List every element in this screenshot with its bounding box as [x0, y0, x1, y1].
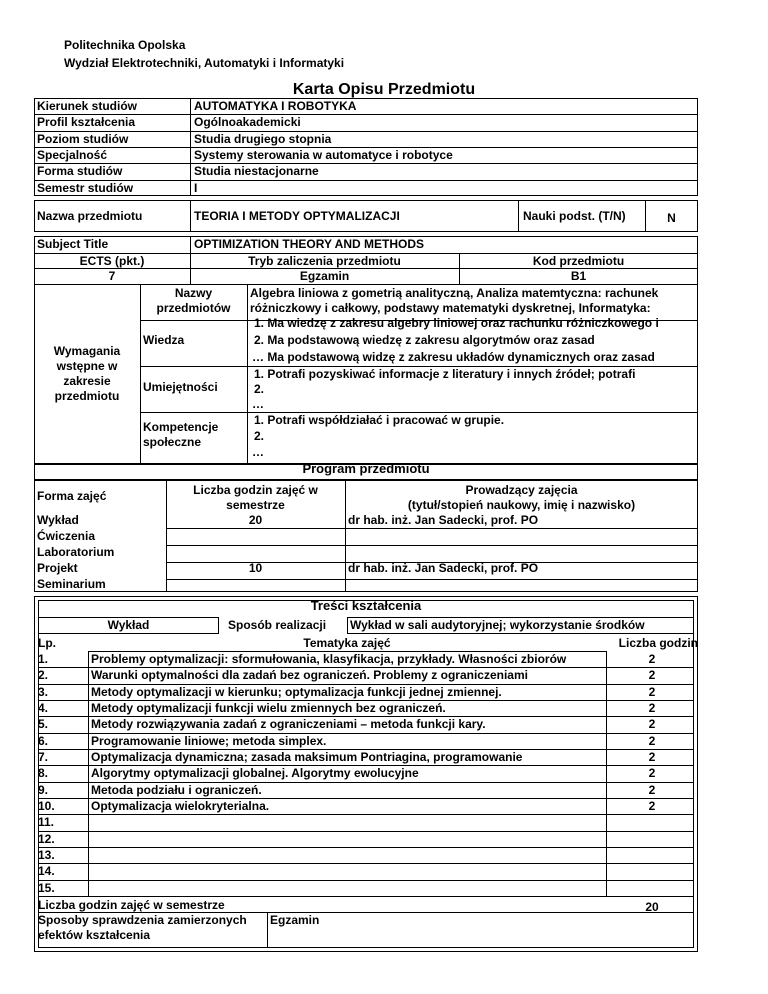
- tresci-topic: Algorytmy optymalizacji globalnej. Algorytmy ewolucyjne: [91, 766, 419, 781]
- tresci-hours: 2: [648, 749, 656, 764]
- program-forma: Projekt: [37, 561, 78, 575]
- subject-title-value: OPTIMIZATION THEORY AND METHODS: [194, 237, 424, 251]
- wiedza-item-3: … Ma podstawową widzę z zakresu układów dynamicznych oraz zasad: [252, 350, 655, 364]
- tresci-col-lp: Lp.: [38, 636, 56, 650]
- tresci-lp: 13.: [38, 847, 55, 862]
- tryb-value: Egzamin: [299, 269, 350, 283]
- tresci-lp: 11.: [38, 815, 55, 830]
- tresci-col-topic: Tematyka zajęć: [303, 636, 391, 650]
- info-value: Studia drugiego stopnia: [194, 131, 332, 146]
- kod-label: Kod przedmiotu: [532, 254, 625, 268]
- tresci-heading: Treści kształcenia: [310, 598, 422, 613]
- tresci-hours: 2: [648, 717, 656, 732]
- tresci-divider: [38, 847, 694, 848]
- tresci-lp: 4.: [38, 700, 49, 715]
- sprawdzenie-value: Egzamin: [270, 913, 320, 927]
- sprawdzenie-label-1: Sposoby sprawdzenia zamierzonych: [38, 913, 247, 927]
- requirements-label-3: zakresie: [63, 374, 111, 388]
- requirements-label-2: wstępne w: [56, 359, 118, 373]
- tresci-topic: Problemy optymalizacji: sformułowania, klasyfikacja, przykłady. Własności zbiorów: [91, 652, 567, 666]
- tresci-lp: 14.: [38, 864, 55, 879]
- tresci-divider: [38, 814, 694, 815]
- wiedza-item-1: 1. Ma wiedzę z zakresu algebry liniowej oraz rachunku różniczkowego i: [254, 316, 659, 330]
- info-divider: [34, 180, 698, 181]
- tresci-topic: Warunki optymalności dla zadań bez ograniczeń. Problemy z ograniczeniami: [91, 668, 528, 683]
- tresci-lp: 10.: [38, 798, 55, 813]
- tresci-col-hours: Liczba godzin: [618, 636, 698, 650]
- program-col-teacher-2: (tytuł/stopień naukowy, imię i nazwisko): [407, 498, 636, 512]
- kod-value: B1: [570, 269, 587, 283]
- info-divider: [34, 131, 698, 132]
- tresci-lp: 8.: [38, 766, 49, 781]
- info-label: Kierunek studiów: [37, 99, 138, 113]
- requirements-label-1: Wymagania: [53, 344, 121, 358]
- sposob-value: Wykład w sali audytoryjnej; wykorzystanie środków: [350, 618, 645, 632]
- nazwy-text-2: różniczkowy i całkowy, podstawy matematyki dyskretnej, Informatyka:: [250, 301, 651, 315]
- ects-label: ECTS (pkt.): [79, 254, 145, 268]
- tresci-hours: 2: [648, 798, 656, 813]
- program-hours: 20: [248, 513, 263, 527]
- tresci-lp: 1.: [38, 652, 49, 666]
- wiedza-label: Wiedza: [143, 333, 185, 347]
- tresci-hours: 2: [648, 652, 656, 666]
- kompetencje-label-2: społeczne: [143, 435, 202, 449]
- umiejetnosci-item-2: 2.: [254, 382, 265, 396]
- umiejetnosci-label: Umiejętności: [143, 380, 218, 394]
- tresci-lp: 6.: [38, 733, 49, 748]
- total-hours-label: Liczba godzin zajęć w semestrze: [38, 898, 225, 912]
- tresci-topic: Metody rozwiązywania zadań z ograniczeniami – metoda funkcji kary.: [91, 717, 486, 732]
- subject-title-label: Subject Title: [37, 237, 109, 251]
- program-teacher: dr hab. inż. Jan Sadecki, prof. PO: [348, 513, 539, 527]
- umiejetnosci-item-3: …: [252, 397, 264, 411]
- page-title: Karta Opisu Przedmiotu: [292, 81, 476, 98]
- tresci-topic: Optymalizacja dynamiczna; zasada maksimum Pontriagina, programowanie: [91, 749, 523, 764]
- program-col-forma: Forma zajęć: [37, 489, 107, 503]
- sposob-label: Sposób realizacji: [228, 618, 327, 632]
- tresci-lp: 7.: [38, 749, 49, 764]
- tryb-label: Tryb zaliczenia przedmiotu: [248, 254, 401, 268]
- subject-name-label: Nazwa przedmiotu: [37, 209, 143, 223]
- program-teacher: dr hab. inż. Jan Sadecki, prof. PO: [348, 561, 539, 575]
- tresci-lp: 9.: [38, 782, 49, 797]
- info-divider: [34, 163, 698, 164]
- tresci-divider: [38, 863, 694, 864]
- info-label: Poziom studiów: [37, 131, 129, 146]
- program-forma: Ćwiczenia: [37, 529, 96, 543]
- tresci-hours: 2: [648, 733, 656, 748]
- kompetencje-label-1: Kompetencje: [143, 420, 219, 434]
- tresci-topic: Optymalizacja wielokryterialna.: [91, 798, 270, 813]
- nazwy-text-1: Algebra liniowa z gometrią analityczną, Analiza matemtyczna: rachunek: [250, 286, 659, 300]
- info-value: Studia niestacjonarne: [194, 164, 319, 179]
- tresci-divider: [38, 880, 694, 881]
- program-forma: Wykład: [37, 513, 79, 527]
- program-heading: Program przedmiotu: [302, 461, 430, 476]
- faculty-name: Wydział Elektrotechniki, Automatyki i Informatyki: [64, 56, 345, 70]
- tresci-hours: 2: [648, 782, 656, 797]
- kompetencje-item-2: 2.: [254, 429, 265, 443]
- tresci-hours: 2: [648, 700, 656, 715]
- nauki-label: Nauki podst. (T/N): [523, 209, 626, 223]
- tresci-topic: Metoda podziału i ograniczeń.: [91, 782, 262, 797]
- tresci-topic: Metody optymalizacji w kierunku; optymalizacja funkcji jednej zmiennej.: [91, 684, 502, 699]
- tresci-lp: 5.: [38, 717, 49, 732]
- info-label: Profil kształcenia: [37, 115, 136, 130]
- wyklad-label: Wykład: [107, 618, 150, 632]
- nazwy-label-1: Nazwy: [174, 286, 213, 300]
- info-label: Semestr studiów: [37, 180, 134, 195]
- ects-value: 7: [108, 269, 116, 283]
- tresci-lp: 3.: [38, 684, 49, 699]
- info-label: Forma studiów: [37, 164, 123, 179]
- program-forma: Laboratorium: [37, 545, 115, 559]
- tresci-divider: [38, 831, 694, 832]
- subject-name-value: TEORIA I METODY OPTYMALIZACJI: [194, 209, 400, 223]
- tresci-hours: 2: [648, 668, 656, 683]
- program-forma: Seminarium: [37, 577, 106, 591]
- tresci-hours: 2: [648, 684, 656, 699]
- kompetencje-item-3: …: [252, 445, 264, 459]
- tresci-topic: Metody optymalizacji funkcji wielu zmiennych bez ograniczeń.: [91, 700, 446, 715]
- nazwy-label-2: przedmiotów: [156, 301, 231, 315]
- info-value: Systemy sterowania w automatyce i robotyce: [194, 147, 453, 162]
- requirements-label-4: przedmiotu: [54, 389, 120, 403]
- nauki-value: N: [667, 211, 676, 225]
- kompetencje-item-1: 1. Potrafi współdziałać i pracować w grupie.: [254, 413, 505, 427]
- tresci-lp: 2.: [38, 668, 49, 683]
- info-label: Specjalność: [37, 147, 108, 162]
- tresci-topic: Programowanie liniowe; metoda simplex.: [91, 733, 327, 748]
- total-hours-value: 20: [645, 900, 659, 914]
- info-value: I: [194, 180, 198, 195]
- info-value: AUTOMATYKA I ROBOTYKA: [194, 99, 357, 113]
- umiejetnosci-item-1: 1. Potrafi pozyskiwać informacje z literatury i innych źródeł; potrafi: [254, 367, 636, 381]
- tresci-hours: 2: [648, 766, 656, 781]
- info-value: Ogólnoakademicki: [194, 115, 301, 130]
- sprawdzenie-label-2: efektów kształcenia: [38, 928, 151, 942]
- tresci-lp: 12.: [38, 831, 55, 846]
- program-hours: 10: [248, 561, 263, 575]
- university-name: Politechnika Opolska: [64, 38, 186, 52]
- wiedza-item-2: 2. Ma podstawową wiedzę z zakresu algorytmów oraz zasad: [254, 333, 595, 347]
- program-col-teacher-1: Prowadzący zajęcia: [465, 483, 578, 497]
- tresci-lp: 15.: [38, 880, 55, 895]
- program-col-hours-1: Liczba godzin zajęć w: [193, 483, 318, 497]
- program-col-hours-2: semestrze: [226, 498, 285, 512]
